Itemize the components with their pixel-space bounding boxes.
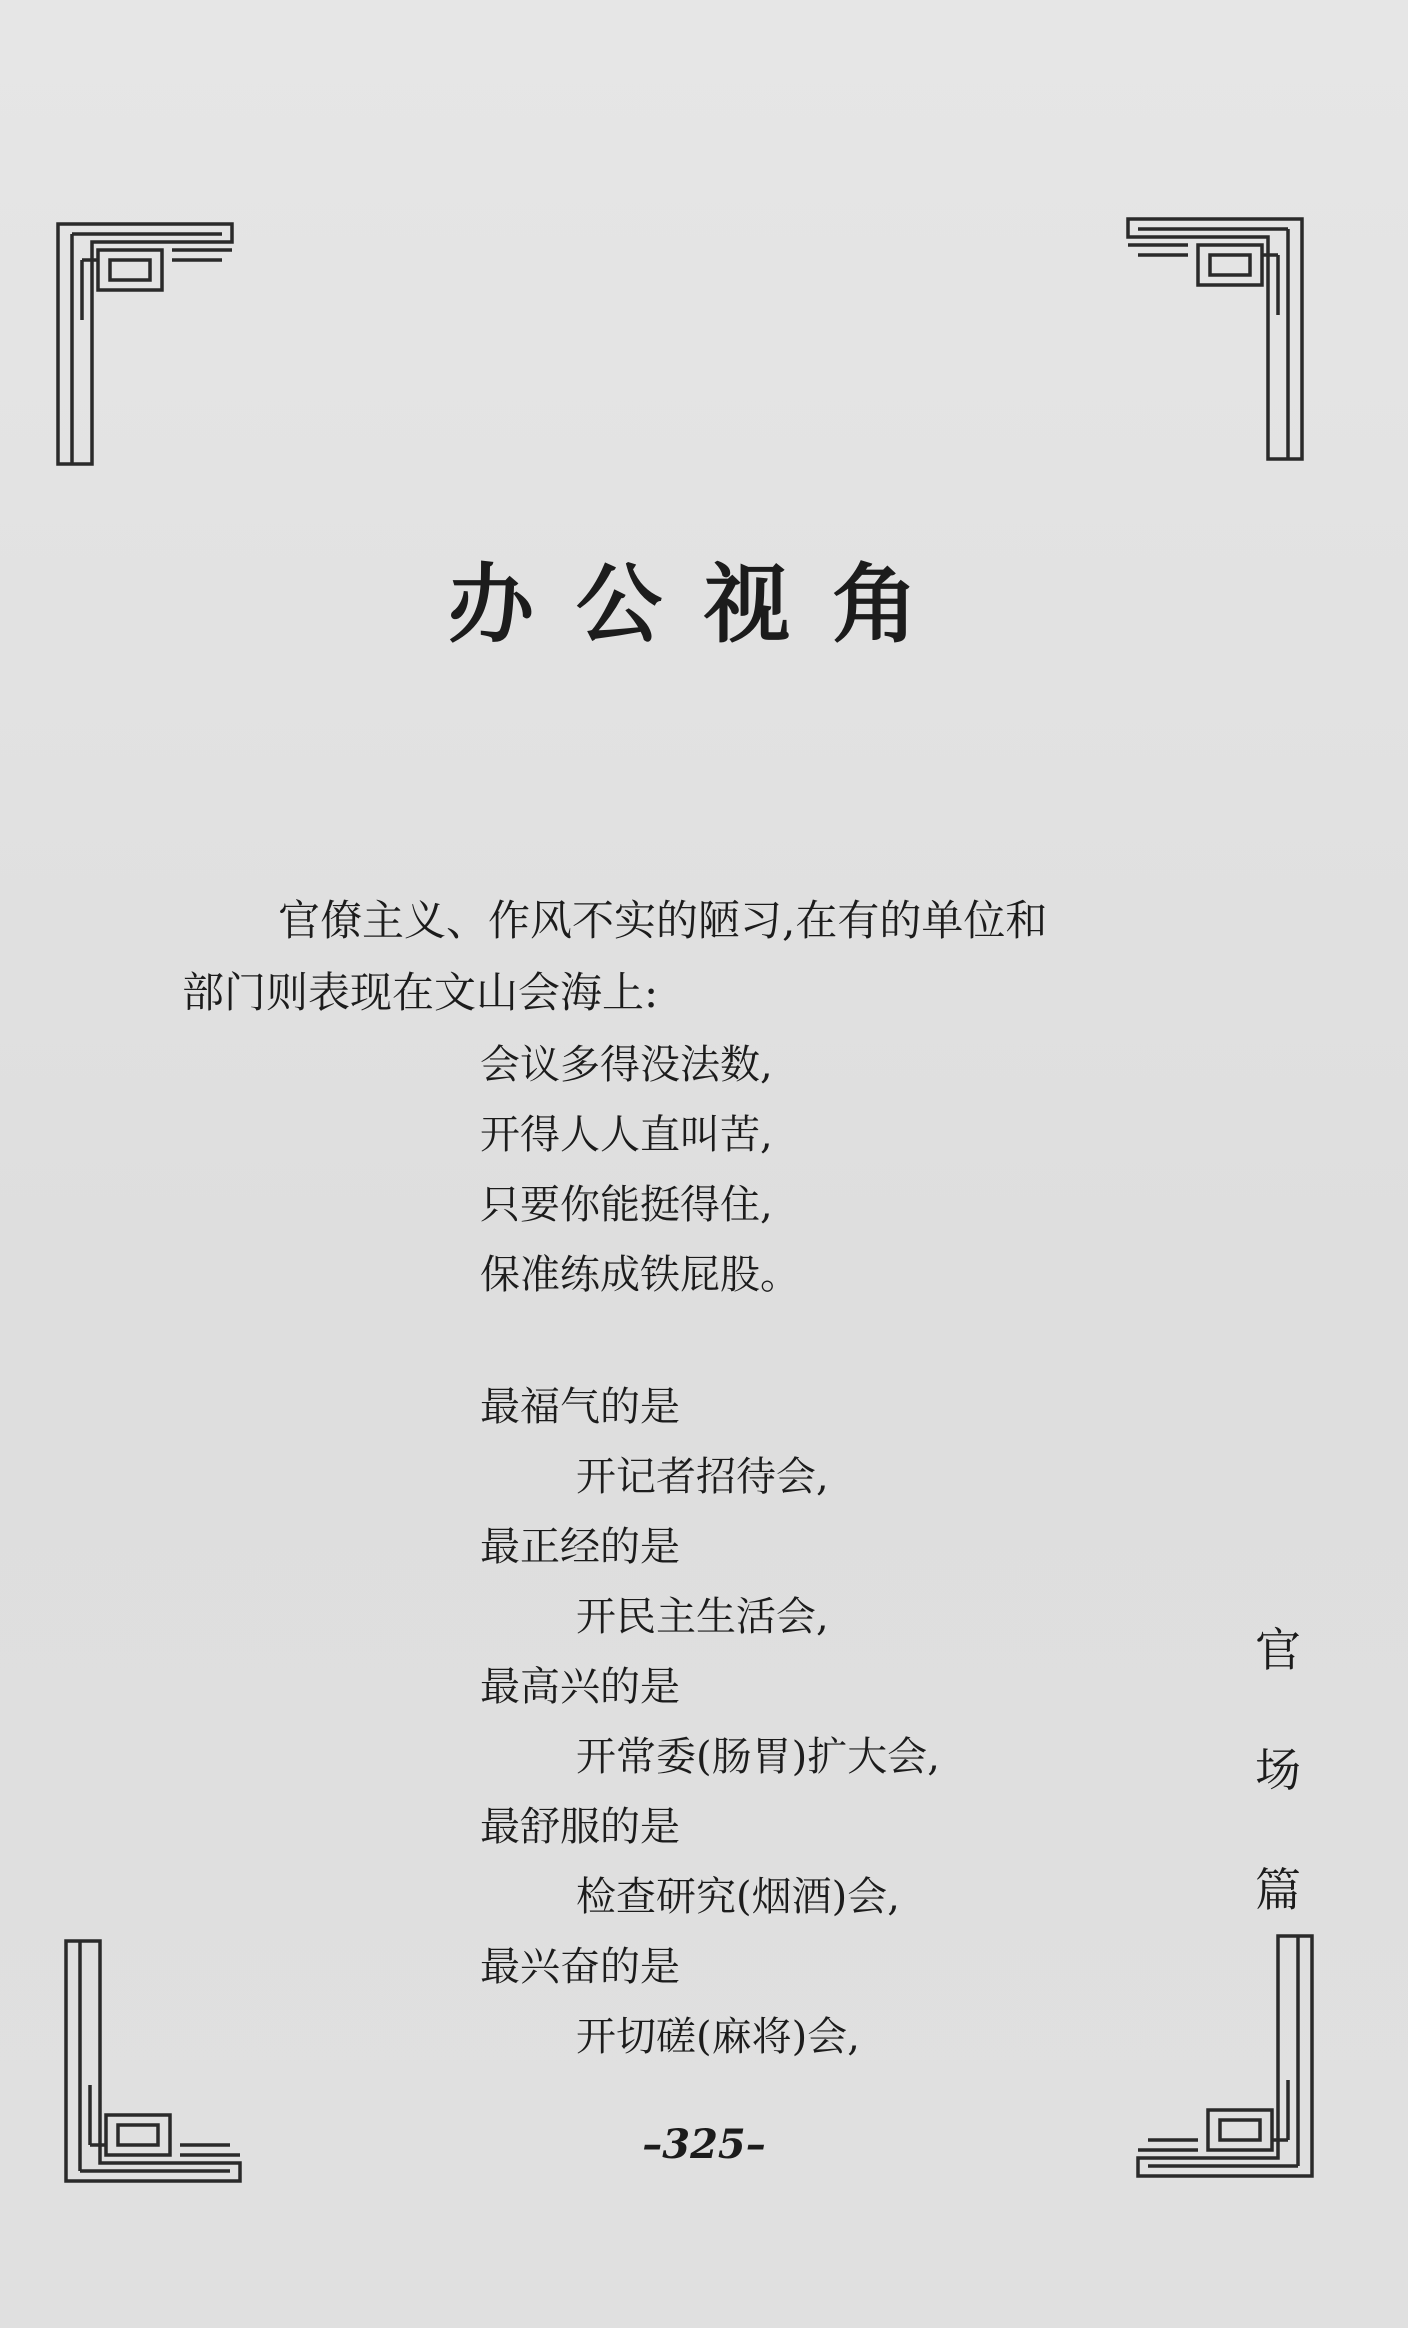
verse-stanza-1 [480, 1030, 800, 1310]
page-number: –325– [642, 2121, 766, 2168]
intro-line-1: 官僚主义、作风不实的陋习,在有的单位和 [278, 896, 1048, 945]
intro-paragraph [182, 885, 1202, 1029]
verse-line: 开民主生活会, [576, 1594, 829, 1640]
verse-line: 开常委(肠胃)扩大会, [576, 1734, 940, 1780]
verse-line: 开记者招待会, [576, 1454, 829, 1500]
verse-line: 最兴奋的是 [480, 1944, 680, 1990]
fret-ornament-icon [52, 220, 242, 470]
corner-ornament-top-left [52, 220, 242, 470]
verse-line: 开切磋(麻将)会, [576, 2014, 860, 2060]
corner-ornament-top-right [1118, 215, 1308, 465]
verse-line: 最高兴的是 [480, 1664, 680, 1710]
verse-line: 开得人人直叫苦, [480, 1112, 773, 1158]
verse-line: 最正经的是 [480, 1524, 680, 1570]
verse-line: 保准练成铁屁股。 [480, 1252, 800, 1298]
verse-line: 检查研究(烟酒)会, [576, 1874, 900, 1920]
verse-line: 最舒服的是 [480, 1804, 680, 1850]
intro-line-2: 部门则表现在文山会海上: [182, 968, 659, 1017]
fret-ornament-icon [1118, 215, 1308, 465]
verse-stanza-2 [480, 1372, 940, 2072]
page-title: 办公视角 [448, 554, 960, 655]
section-title-vertical: 官场篇 [1255, 1623, 1301, 1917]
verse-line: 会议多得没法数, [480, 1042, 773, 1088]
verse-line: 只要你能挺得住, [480, 1182, 773, 1228]
verse-line: 最福气的是 [480, 1384, 680, 1430]
